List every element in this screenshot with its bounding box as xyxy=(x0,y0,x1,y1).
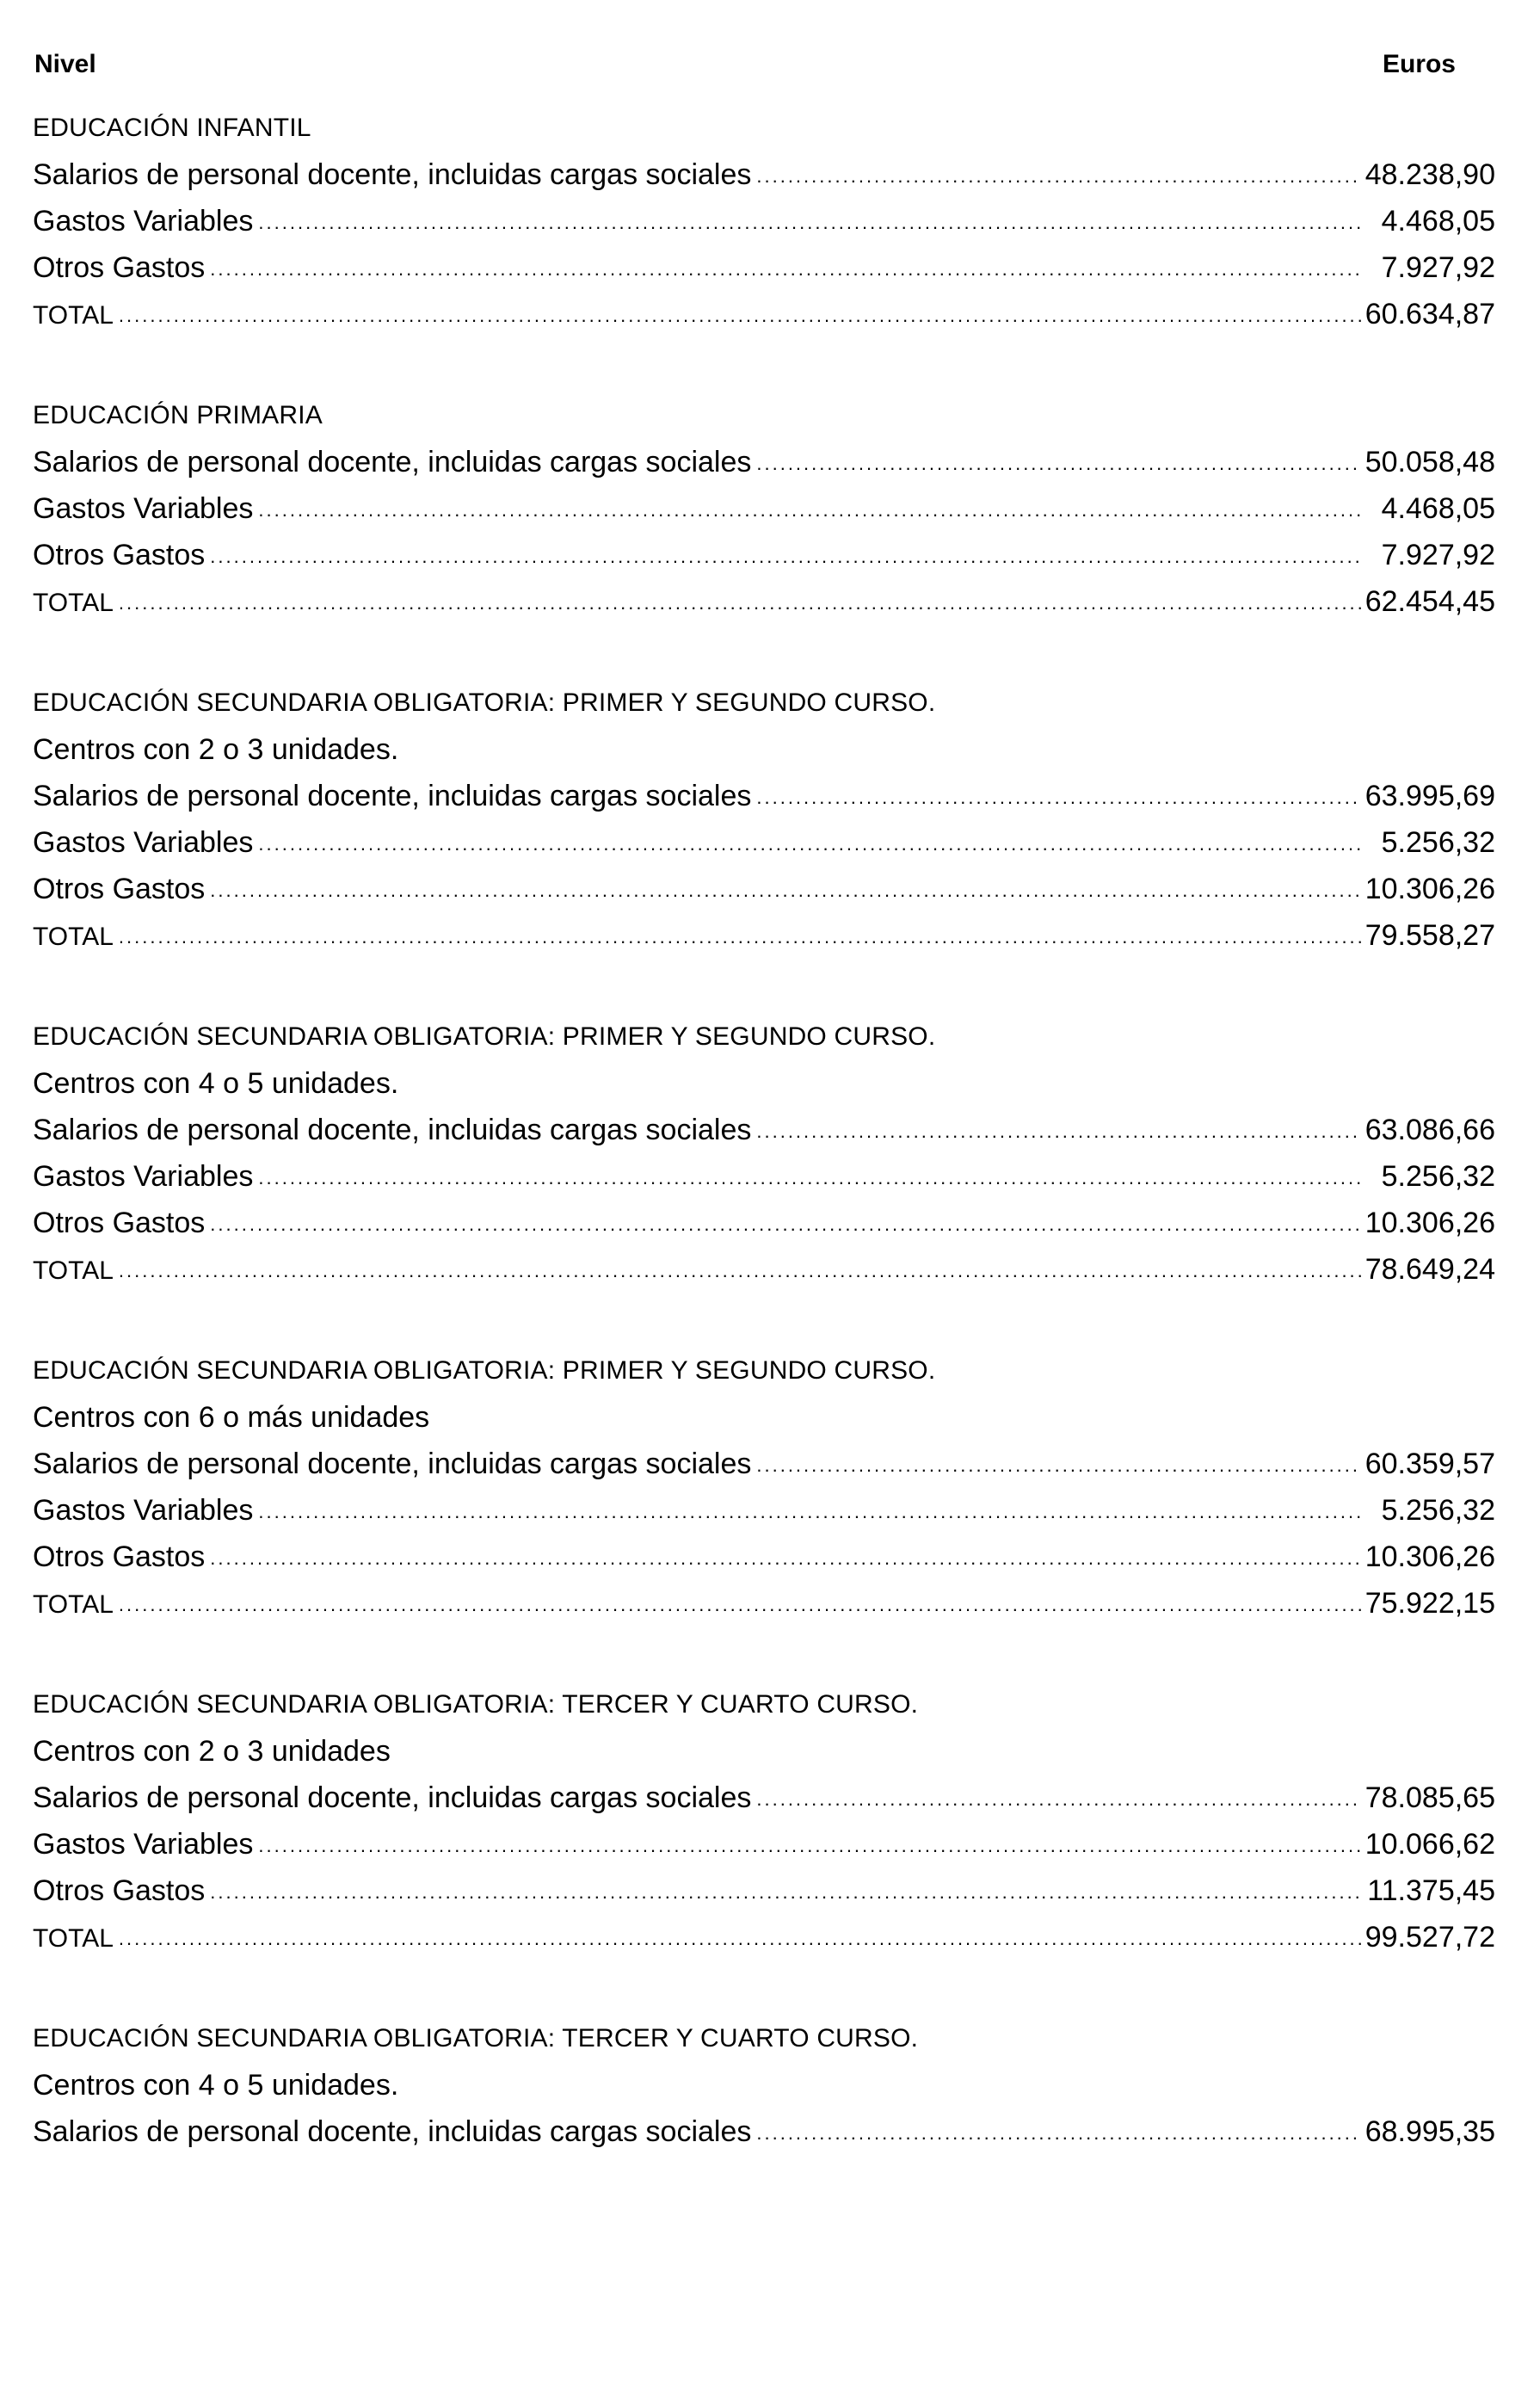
row-value: 10.306,26 xyxy=(1364,873,1495,905)
row-label: TOTAL xyxy=(33,301,114,330)
cost-row xyxy=(33,532,1495,578)
dot-leader xyxy=(210,1869,1363,1916)
row-value: 5.256,32 xyxy=(1381,1160,1495,1193)
document-page xyxy=(33,46,1495,2155)
row-value: 60.359,57 xyxy=(1364,1448,1495,1480)
row-label: Salarios de personal docente, incluidas cargas sociales xyxy=(33,1781,752,1814)
row-value: 63.995,69 xyxy=(1364,780,1495,812)
row-value: 60.634,87 xyxy=(1364,298,1495,330)
dot-leader xyxy=(119,293,1362,339)
dot-leader xyxy=(756,153,1361,200)
cost-row xyxy=(33,2108,1495,2155)
row-value: 11.375,45 xyxy=(1367,1874,1495,1907)
dot-leader xyxy=(210,246,1363,293)
row-label: TOTAL xyxy=(33,1256,114,1285)
cost-row xyxy=(33,1200,1495,1246)
row-value: 48.238,90 xyxy=(1364,158,1495,191)
section-heading: EDUCACIÓN SECUNDARIA OBLIGATORIA: PRIMER Y SEGUNDO CURSO. xyxy=(33,1356,936,1385)
total-row xyxy=(33,1580,1495,1627)
dot-leader xyxy=(756,775,1361,821)
section xyxy=(33,2016,1495,2155)
section-heading: EDUCACIÓN INFANTIL xyxy=(33,114,311,142)
row-label: Gastos Variables xyxy=(33,1828,254,1861)
dot-leader xyxy=(756,1442,1361,1489)
section xyxy=(33,1682,1495,1960)
row-label: Gastos Variables xyxy=(33,826,254,859)
row-label: Salarios de personal docente, incluidas cargas sociales xyxy=(33,158,752,191)
cost-row xyxy=(33,866,1495,912)
dot-leader xyxy=(756,1108,1361,1155)
cost-row xyxy=(33,773,1495,819)
total-row xyxy=(33,912,1495,959)
row-label: Gastos Variables xyxy=(33,1494,254,1527)
row-label: TOTAL xyxy=(33,1924,114,1953)
row-label: TOTAL xyxy=(33,923,114,951)
column-header xyxy=(33,46,1495,81)
row-value: 78.085,65 xyxy=(1364,1781,1495,1814)
cost-row xyxy=(33,1153,1495,1200)
total-row xyxy=(33,1246,1495,1293)
row-label: TOTAL xyxy=(33,1590,114,1619)
dot-leader xyxy=(756,441,1361,487)
cost-row xyxy=(33,1107,1495,1153)
section-subheading: Centros con 2 o 3 unidades xyxy=(33,1735,391,1768)
row-value: 79.558,27 xyxy=(1364,919,1495,952)
row-value: 10.306,26 xyxy=(1364,1207,1495,1239)
total-row xyxy=(33,291,1495,337)
row-label: Otros Gastos xyxy=(33,1540,206,1573)
dot-leader xyxy=(119,580,1362,627)
row-label: Salarios de personal docente, incluidas cargas sociales xyxy=(33,2115,752,2148)
dot-leader xyxy=(258,1155,1363,1201)
row-value: 99.527,72 xyxy=(1364,1921,1495,1954)
dot-leader xyxy=(119,1916,1362,1962)
section xyxy=(33,1348,1495,1627)
cost-row xyxy=(33,485,1495,532)
dot-leader xyxy=(756,1776,1361,1823)
row-label: Salarios de personal docente, incluidas cargas sociales xyxy=(33,1448,752,1480)
section-heading: EDUCACIÓN PRIMARIA xyxy=(33,401,323,429)
row-value: 62.454,45 xyxy=(1364,585,1495,618)
row-label: Salarios de personal docente, incluidas cargas sociales xyxy=(33,446,752,478)
row-label: Otros Gastos xyxy=(33,1207,206,1239)
section xyxy=(33,1014,1495,1293)
dot-leader xyxy=(210,534,1363,580)
row-label: Gastos Variables xyxy=(33,205,254,238)
dot-leader xyxy=(258,1489,1363,1535)
dot-leader xyxy=(258,821,1363,867)
row-value: 5.256,32 xyxy=(1381,826,1495,859)
row-value: 4.468,05 xyxy=(1381,205,1495,238)
cost-row xyxy=(33,1821,1495,1867)
cost-row xyxy=(33,1487,1495,1534)
row-label: Gastos Variables xyxy=(33,1160,254,1193)
sections-list xyxy=(33,105,1495,2155)
section xyxy=(33,680,1495,959)
row-value: 78.649,24 xyxy=(1364,1253,1495,1286)
cost-row xyxy=(33,1867,1495,1914)
row-label: Gastos Variables xyxy=(33,492,254,525)
cost-row xyxy=(33,151,1495,198)
cost-row xyxy=(33,1441,1495,1487)
section-subheading: Centros con 4 o 5 unidades. xyxy=(33,2069,399,2102)
dot-leader xyxy=(119,1248,1362,1294)
total-row xyxy=(33,1914,1495,1960)
row-label: Otros Gastos xyxy=(33,873,206,905)
dot-leader xyxy=(119,1582,1362,1628)
cost-row xyxy=(33,819,1495,866)
dot-leader xyxy=(258,200,1363,246)
cost-row xyxy=(33,439,1495,485)
row-label: Otros Gastos xyxy=(33,539,206,571)
dot-leader xyxy=(258,487,1363,534)
row-label: TOTAL xyxy=(33,589,114,617)
section-subheading: Centros con 6 o más unidades xyxy=(33,1401,430,1434)
row-value: 10.066,62 xyxy=(1364,1828,1495,1861)
row-value: 68.995,35 xyxy=(1364,2115,1495,2148)
cost-row xyxy=(33,244,1495,291)
dot-leader xyxy=(119,914,1362,960)
dot-leader xyxy=(210,1201,1361,1248)
section-heading: EDUCACIÓN SECUNDARIA OBLIGATORIA: TERCER Y CUARTO CURSO. xyxy=(33,1690,919,1719)
section xyxy=(33,105,1495,337)
euros-header: Euros xyxy=(1382,50,1456,78)
nivel-header: Nivel xyxy=(34,50,96,78)
row-value: 7.927,92 xyxy=(1381,539,1495,571)
row-value: 10.306,26 xyxy=(1364,1540,1495,1573)
section xyxy=(33,392,1495,625)
row-value: 75.922,15 xyxy=(1364,1587,1495,1620)
dot-leader xyxy=(756,2110,1361,2157)
row-value: 50.058,48 xyxy=(1364,446,1495,478)
row-label: Otros Gastos xyxy=(33,251,206,284)
row-label: Salarios de personal docente, incluidas cargas sociales xyxy=(33,1114,752,1146)
row-label: Salarios de personal docente, incluidas cargas sociales xyxy=(33,780,752,812)
cost-row xyxy=(33,1775,1495,1821)
dot-leader xyxy=(210,867,1361,914)
section-heading: EDUCACIÓN SECUNDARIA OBLIGATORIA: PRIMER Y SEGUNDO CURSO. xyxy=(33,1022,936,1051)
row-value: 4.468,05 xyxy=(1381,492,1495,525)
row-value: 5.256,32 xyxy=(1381,1494,1495,1527)
row-value: 63.086,66 xyxy=(1364,1114,1495,1146)
total-row xyxy=(33,578,1495,625)
dot-leader xyxy=(210,1535,1361,1582)
cost-row xyxy=(33,198,1495,244)
cost-row xyxy=(33,1534,1495,1580)
section-subheading: Centros con 2 o 3 unidades. xyxy=(33,733,399,766)
dot-leader xyxy=(258,1823,1361,1869)
section-heading: EDUCACIÓN SECUNDARIA OBLIGATORIA: TERCER Y CUARTO CURSO. xyxy=(33,2024,919,2053)
row-value: 7.927,92 xyxy=(1381,251,1495,284)
row-label: Otros Gastos xyxy=(33,1874,206,1907)
section-subheading: Centros con 4 o 5 unidades. xyxy=(33,1067,399,1100)
section-heading: EDUCACIÓN SECUNDARIA OBLIGATORIA: PRIMER Y SEGUNDO CURSO. xyxy=(33,688,936,717)
